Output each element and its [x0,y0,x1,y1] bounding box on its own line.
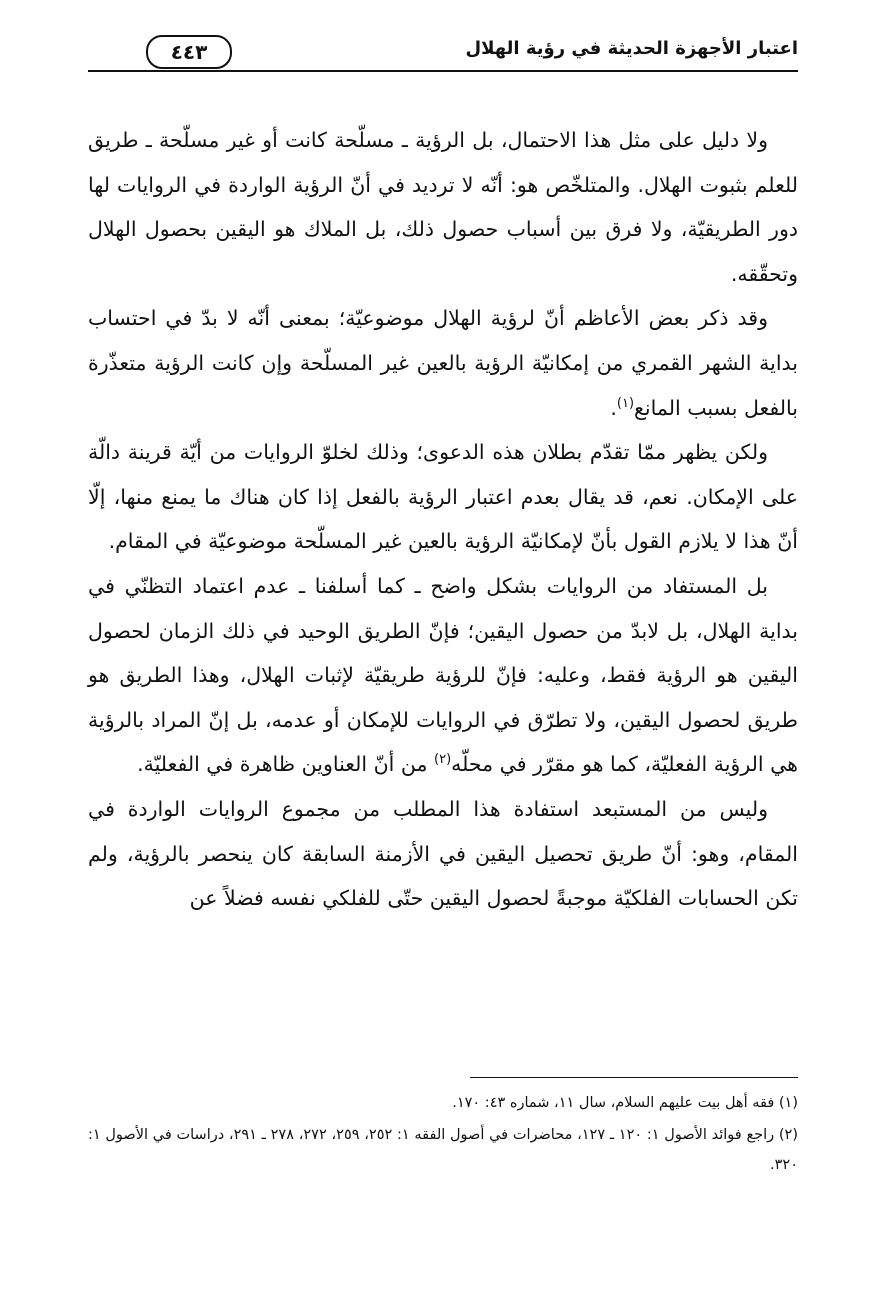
page-header [88,30,798,72]
paragraph [88,118,798,296]
footnote-rule [470,1077,798,1078]
footnotes [88,1088,798,1182]
paragraph-text: ولا دليل على مثل هذا الاحتمال، بل الرؤية ـ مسلّحة كانت أو غير مسلّحة ـ طريق للعلم بثبوت الهلال. والمتلخّص هو: أنّه لا ترديد في أنّ الرؤية الواردة في الروايات لها دور الطريقيّة، ولا فرق بين أسباب حصول ذلك، بل الملاك هو اليقين بحصول الهلال وتحقّقه. [88,128,798,286]
paragraph-text: بل المستفاد من الروايات بشكل واضح ـ كما أسلفنا ـ عدم اعتماد التظنّي في بداية الهلال، بل لابدّ من حصول اليقين؛ فإنّ الطريق الوحيد في ذلك الزمان لحصول اليقين هو الرؤية فقط، وعليه: فإنّ للرؤية طريقيّة لإثبات الهلال، وهذا الطريق هو طريق لحصول اليقين، ولا تطرّق في الروايات للإمكان أو عدمه، بل إنّ المراد بالرؤية هي الرؤية الفعليّة، كما هو مقرّر في محلّه [88,573,798,777]
paragraph [88,296,798,430]
paragraph-text: وقد ذكر بعض الأعاظم أنّ لرؤية الهلال موضوعيّة؛ بمعنى أنّه لا بدّ في احتساب بداية الشهر القمري من إمكانيّة الرؤية بالعين غير المسلّحة وإن كانت الرؤية متعذّرة بالفعل بسبب المانع [88,306,798,420]
paragraph-text: ولكن يظهر ممّا تقدّم بطلان هذه الدعوى؛ وذلك لخلوّ الروايات من أيّة قرينة دالّة على الإمكان. نعم، قد يقال بعدم اعتبار الرؤية بالفعل إذا كان هناك ما يمنع منها، إلّا أنّ هذا لا يلازم القول بأنّ لإمكانيّة الرؤية بالعين غير المسلّحة موضوعيّة في المقام. [88,440,798,554]
footnote-2: (٢) راجع فوائد الأصول ١: ١٢٠ ـ ١٢٧، محاضرات في أصول الفقه ١: ٢٥٢، ٢٥٩، ٢٧٢، ٢٧٨ ـ ٢٩١، دراسات في الأصول ١: ٣٢٠. [88,1127,798,1173]
footnote-ref-2[interactable]: (٢) [434,752,452,768]
header-rule [88,70,798,72]
paragraph [88,564,798,787]
page-number: ٤٤٣ [146,35,232,69]
body-text [88,118,798,921]
paragraph [88,430,798,564]
footnote-1: (١) فقه أهل بيت عليهم السلام، سال ١١، شماره ٤٣: ١٧٠. [452,1095,798,1111]
paragraph [88,787,798,921]
sentence-end: . [610,395,617,420]
footnote-ref-1[interactable]: (١) [616,395,635,411]
paragraph-text: وليس من المستبعد استفادة هذا المطلب من مجموع الروايات الواردة في المقام، وهو: أنّ طريق تحصيل اليقين في الأزمنة السابقة كان ينحصر بالرؤية، ولم تكن الحسابات الفلكيّة موجبةً لحصول اليقين حتّى للفلكي نفسه فضلاً عن [88,796,798,911]
running-title: اعتبار الأجهزة الحديثة في رؤية الهلال [465,38,798,59]
paragraph-text: من أنّ العناوين ظاهرة في الفعليّة. [137,752,428,777]
